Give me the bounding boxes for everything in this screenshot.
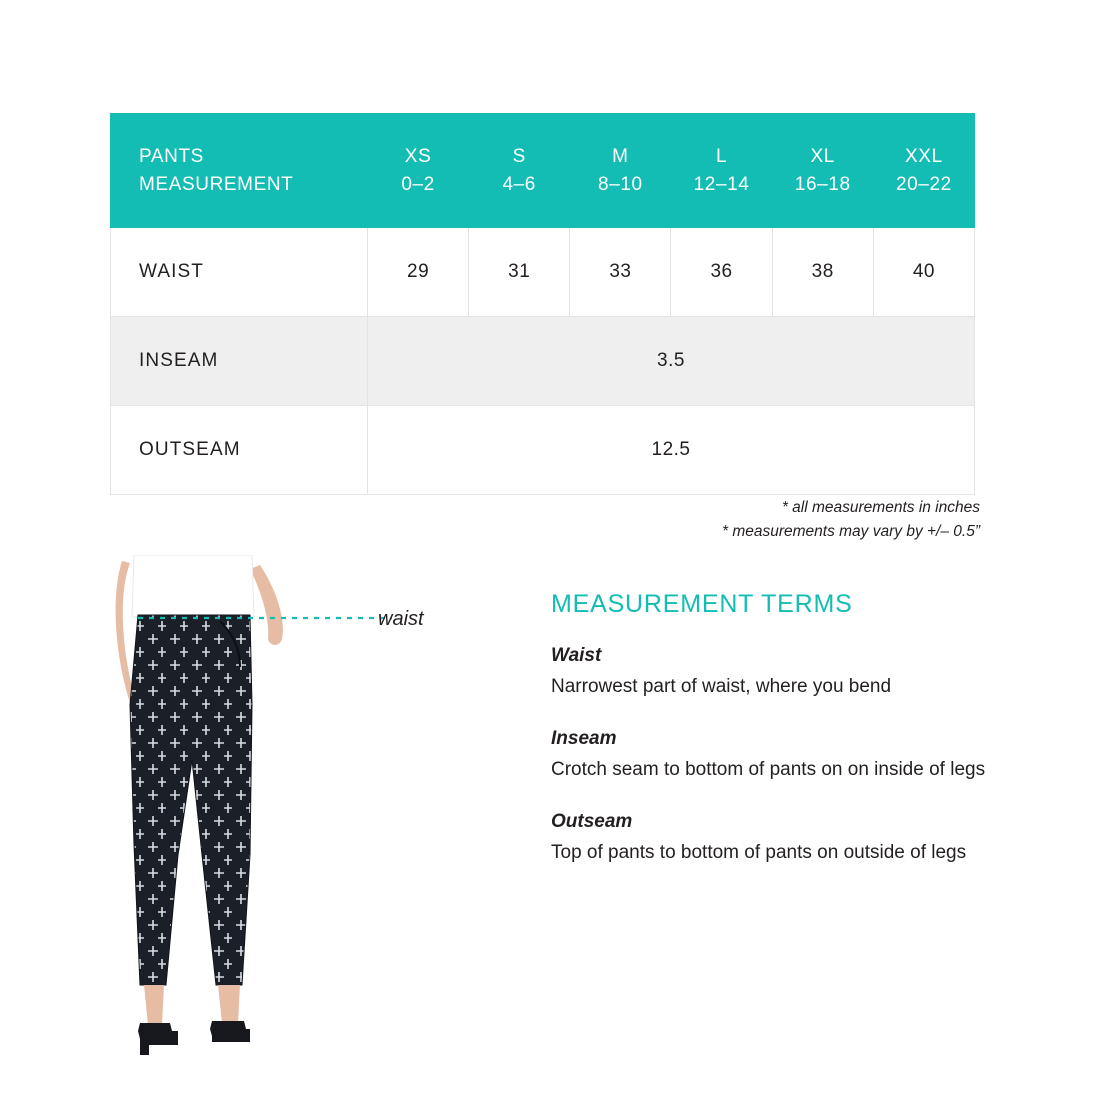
- model-right-ankle: [218, 985, 240, 1023]
- column-header-xl: [772, 114, 873, 228]
- term-name: Outseam: [551, 810, 633, 832]
- size-code: L: [715, 145, 728, 167]
- term-description: Top of pants to bottom of pants on outside of legs: [551, 841, 967, 863]
- model-illustration: [100, 555, 460, 1065]
- table-footnotes: [722, 496, 980, 544]
- measurement-terms-heading: MEASUREMENT TERMS: [551, 590, 853, 618]
- term-waist: [551, 645, 991, 702]
- size-code: S: [512, 145, 526, 167]
- header-label-line1: PANTS: [139, 145, 204, 167]
- table-header-row: [111, 114, 975, 228]
- size-range: 0–2: [401, 173, 435, 195]
- cell-waist-xs: 29: [368, 228, 469, 317]
- term-name: Inseam: [551, 727, 617, 749]
- model-right-arm: [250, 565, 283, 645]
- table-row: [111, 228, 975, 317]
- cell-inseam-all-sizes: 3.5: [368, 317, 975, 406]
- model-right-shoe: [210, 1021, 250, 1042]
- column-header-xxl: [873, 114, 974, 228]
- row-label-waist: WAIST: [111, 228, 368, 317]
- column-header-l: [671, 114, 772, 228]
- row-label-outseam: OUTSEAM: [111, 406, 368, 495]
- measurement-terms-panel: [551, 590, 991, 868]
- model-pants: [100, 605, 300, 1005]
- model-left-ankle: [144, 985, 164, 1025]
- column-header-s: [469, 114, 570, 228]
- size-range: 4–6: [502, 173, 536, 195]
- header-label-line2: MEASUREMENT: [139, 173, 294, 195]
- footnote-tolerance: * measurements may vary by +/– 0.5”: [721, 523, 980, 541]
- table-row: [111, 317, 975, 406]
- table-row: [111, 406, 975, 495]
- row-label-inseam: INSEAM: [111, 317, 368, 406]
- size-code: XS: [404, 145, 432, 167]
- waist-callout-label: waist: [378, 608, 424, 630]
- cell-outseam-all-sizes: 12.5: [368, 406, 975, 495]
- size-range: 20–22: [895, 173, 952, 195]
- column-header-xs: [368, 114, 469, 228]
- cell-waist-s: 31: [469, 228, 570, 317]
- size-code: XL: [810, 145, 835, 167]
- cell-waist-l: 36: [671, 228, 772, 317]
- model-diagram: [100, 555, 460, 1065]
- cell-waist-m: 33: [570, 228, 671, 317]
- size-code: M: [612, 145, 629, 167]
- table-header: [111, 114, 975, 228]
- cell-waist-xl: 38: [772, 228, 873, 317]
- footnote-units: * all measurements in inches: [781, 499, 980, 516]
- cell-waist-xxl: 40: [873, 228, 974, 317]
- term-description: Narrowest part of waist, where you bend: [551, 676, 892, 697]
- term-description: Crotch seam to bottom of pants on on inside of legs: [551, 758, 986, 780]
- size-range: 16–18: [794, 173, 851, 195]
- size-code: XXL: [905, 145, 943, 167]
- column-header-m: [570, 114, 671, 228]
- term-outseam: [551, 811, 991, 868]
- term-name: Waist: [551, 645, 602, 666]
- model-left-shoe: [138, 1023, 178, 1055]
- size-range: 12–14: [693, 173, 750, 195]
- column-header-measurement: [111, 114, 368, 228]
- size-chart-table: [110, 113, 975, 495]
- model-top: [132, 555, 254, 617]
- term-inseam: [551, 728, 991, 785]
- table-body: [111, 228, 975, 495]
- size-range: 8–10: [598, 173, 643, 195]
